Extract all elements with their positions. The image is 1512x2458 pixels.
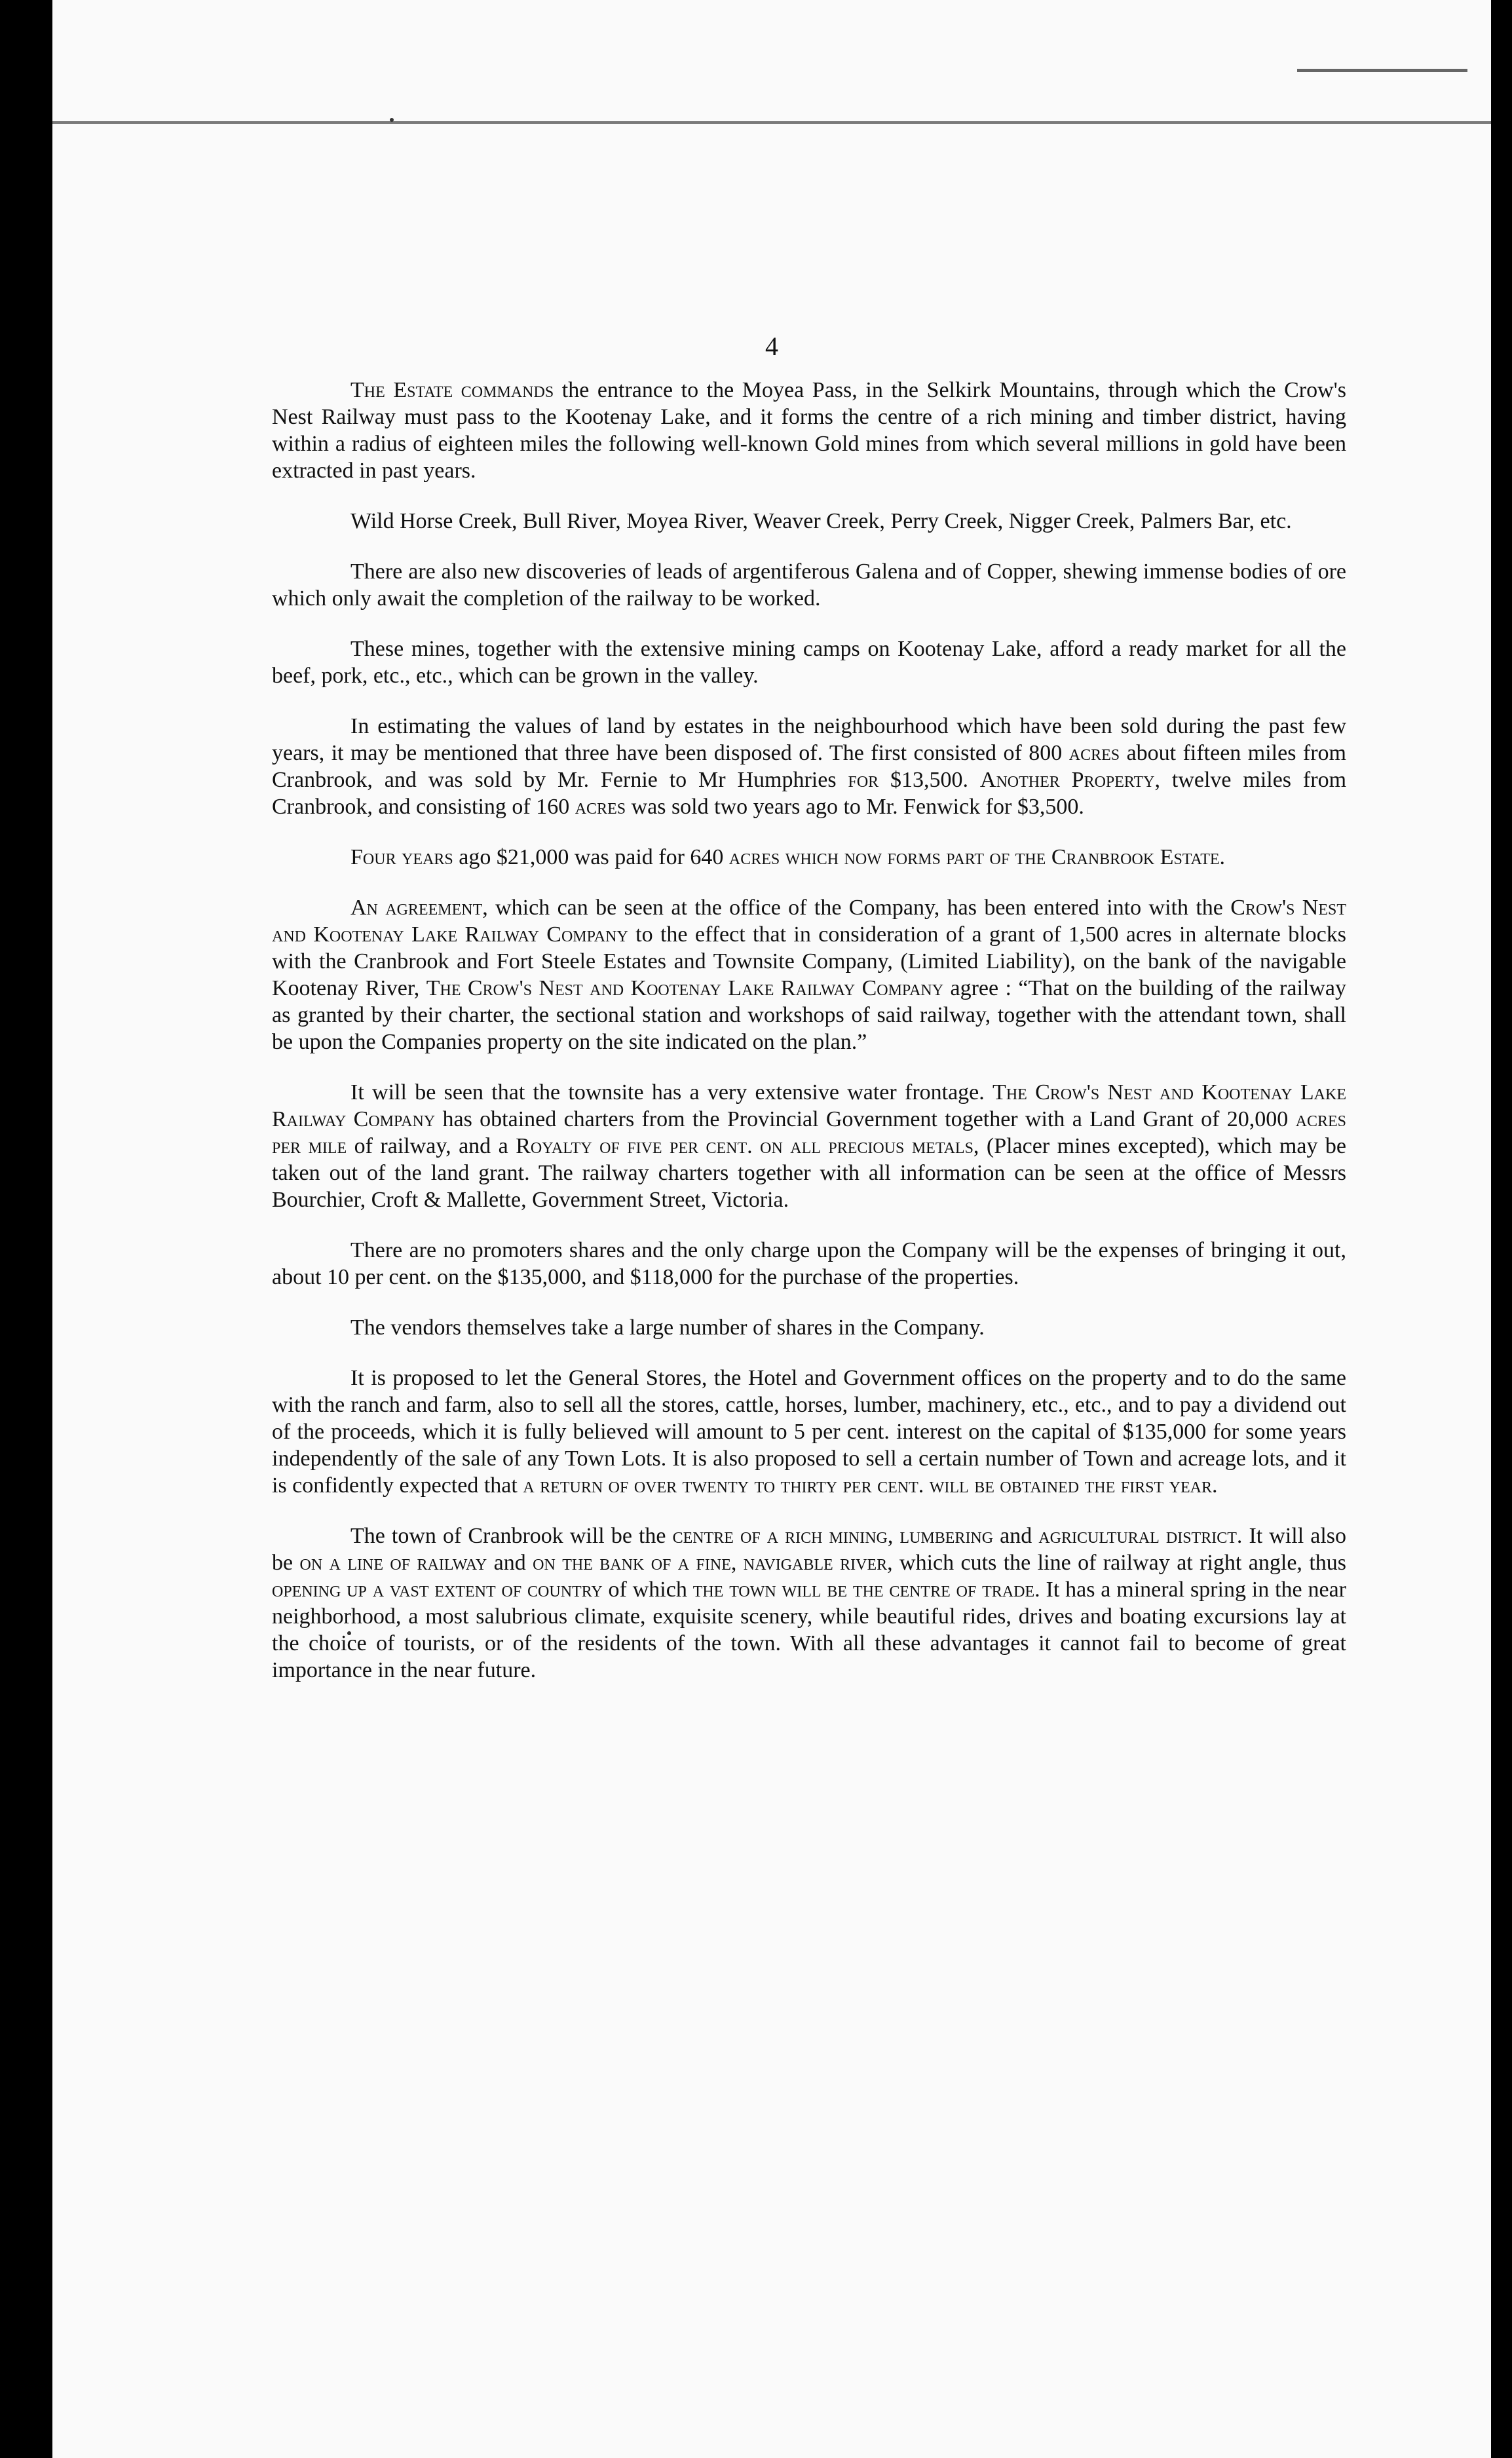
text-run: Another Property,	[979, 768, 1160, 792]
text-run: These mines, together with the extensive mining camps on Kootenay Lake, afford a ready market for all the beef, pork, etc., etc., which can be grown in the valley.	[272, 637, 1346, 688]
text-run: was sold two years ago to Mr. Fenwick for $3,500.	[626, 795, 1084, 819]
text-run: on a line of railway	[299, 1551, 487, 1575]
page-edge-mark	[1297, 69, 1467, 72]
text-run: centre of a rich mining, lumbering	[672, 1524, 994, 1548]
text-run: acres per mile	[272, 1107, 1346, 1158]
text-run: to the effect that in consideration of a grant of 1,500 acres in alternate blocks with the Cranbrook and Fort Steele Estates and Townsite Company, (Limited Liability), on the bank of the navigable Kootenay River,	[272, 922, 1346, 1000]
text-run: opening up a vast extent of country	[272, 1578, 603, 1602]
text-run: for	[848, 768, 879, 792]
text-run: There are also new discoveries of leads of argentiferous Galena and of Copper, shewing immense bodies of ore which only await the completion of the railway to be worked.	[272, 559, 1346, 611]
text-run: It has a mineral spring in the near neighborhood, a most salubrious climate, exquisite scenery, while beautiful rides, drives and boating excursions lay at the choice of tourists, or of the residents of the town. With all these advantages it cannot fail to become of great importance in the near future.	[272, 1578, 1346, 1682]
paragraph-4	[272, 635, 1346, 689]
text-run: twelve miles from Cranbrook, and consisting of 160	[272, 768, 1347, 819]
text-run: acres	[575, 795, 626, 819]
document-page	[52, 0, 1491, 2458]
text-run: Crow's Nest and Kootenay Lake Railway Company	[272, 896, 1347, 947]
text-run: Wild Horse Creek, Bull River, Moyea River, Weaver Creek, Perry Creek, Nigger Creek, Palmers Bar, etc.	[350, 509, 1292, 533]
text-run: agree : “That on the building of the railway as granted by their charter, the sectional station and workshops of said railway, together with the attendant town, shall be upon the Companies property on the site indicated on the plan.”	[272, 976, 1347, 1054]
text-run: It will be seen that the townsite has a very extensive water frontage.	[350, 1080, 993, 1105]
text-run: The Crow's Nest and Kootenay Lake Railway Company	[426, 976, 944, 1000]
document-body	[272, 377, 1346, 1707]
text-run: The Crow's Nest and Kootenay Lake Railway Company	[272, 1080, 1346, 1131]
text-run: on the bank of a fine, navigable river,	[533, 1551, 893, 1575]
paragraph-3	[272, 558, 1346, 612]
text-run: which cuts the line of railway at right angle, thus	[892, 1551, 1347, 1575]
text-run: It is proposed to let the General Stores, the Hotel and Government offices on the property and to do the same with the ranch and farm, also to sell all the stores, cattle, horses, lumber, machinery, etc., etc., and to pay a dividend out of the proceeds, which it is fully believed will amount to 5 per cent. interest on the capital of $135,000 for some years independently of the sale of any Town Lots. It is also proposed to sell a certain number of Town and acreage lots, and it is confidently expected that	[272, 1366, 1346, 1498]
text-run: a return of over twenty to thirty per cent. will be obtained the first year.	[523, 1473, 1218, 1498]
text-run: It will also be	[272, 1524, 1347, 1575]
text-run: agricultural district.	[1038, 1524, 1243, 1548]
text-run: There are no promoters shares and the only charge upon the Company will be the expenses of bringing it out, about 10 per cent. on the $135,000, and $118,000 for the purchase of the properties.	[272, 1238, 1346, 1289]
text-run: An agreement,	[350, 896, 488, 920]
paragraph-6	[272, 844, 1346, 871]
text-run: of railway, and a	[347, 1134, 516, 1158]
text-run: about fifteen miles from Cranbrook, and was sold by Mr. Fernie to Mr Humphries	[272, 741, 1346, 792]
text-run: The vendors themselves take a large number of shares in the Company.	[350, 1315, 985, 1340]
text-run: In estimating the values of land by estates in the neighbourhood which have been sold during the past few years, it may be mentioned that three have been disposed of. The first consisted of 800	[272, 714, 1346, 765]
paragraph-5	[272, 713, 1346, 820]
text-run: of which	[602, 1578, 693, 1602]
text-run: The town of Cranbrook will be the	[350, 1524, 673, 1548]
text-run: the entrance to the Moyea Pass, in the Selkirk Mountains, through which the Crow's Nest Railway must pass to the Kootenay Lake, and it forms the centre of a rich mining and timber district, having within a radius of eighteen miles the following well-known Gold mines from which several millions in gold have been extracted in past years.	[272, 378, 1346, 483]
text-run: ago $21,000 was paid for 640	[453, 845, 729, 869]
text-run: acres which now forms part of the Cranbrook Estate.	[728, 845, 1226, 869]
paragraph-8	[272, 1079, 1346, 1213]
paragraph-1	[272, 377, 1346, 484]
scan-speck	[390, 118, 394, 122]
page-fold-line	[52, 121, 1491, 124]
text-run: has obtained charters from the Provincial Government together with a Land Grant of 20,000	[435, 1107, 1296, 1131]
paragraph-7	[272, 894, 1346, 1055]
text-run: $13,500.	[879, 768, 980, 792]
text-run: Four years	[350, 845, 453, 869]
text-run: acres	[1068, 741, 1120, 765]
paragraph-10	[272, 1314, 1346, 1341]
paragraph-12	[272, 1522, 1346, 1684]
text-run: and	[487, 1551, 533, 1575]
paragraph-2	[272, 508, 1346, 535]
text-run: (Placer mines excepted), which may be taken out of the land grant. The railway charters together with all information can be seen at the office of Messrs Bourchier, Croft & Mallette, Government Street, Victoria.	[272, 1134, 1347, 1212]
text-run: the town will be the centre of trade.	[692, 1578, 1040, 1602]
paragraph-9	[272, 1237, 1346, 1291]
text-run: which can be seen at the office of the Company, has been entered into with the	[487, 896, 1231, 920]
text-run: Royalty of five per cent. on all precious metals,	[516, 1134, 979, 1158]
text-run: The Estate commands	[350, 378, 554, 402]
page-number: 4	[765, 331, 778, 361]
text-run: and	[993, 1524, 1039, 1548]
paragraph-11	[272, 1365, 1346, 1499]
